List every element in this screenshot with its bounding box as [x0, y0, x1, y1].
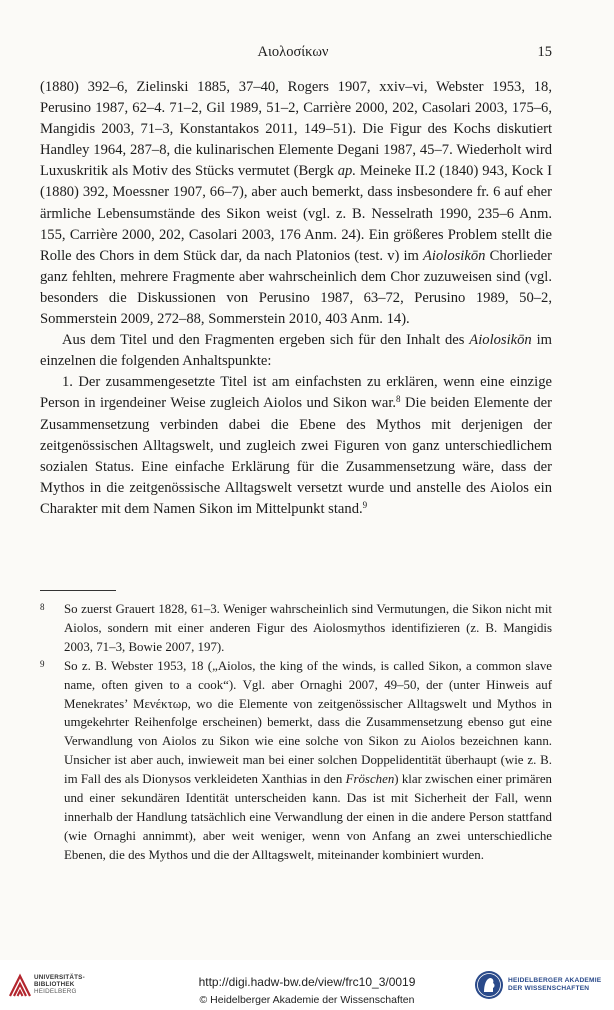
paragraph-2: Aus dem Titel und den Fragmenten ergeben sich für den Inhalt des Aiolosikōn im einzelnen die folgenden Anhaltspunkte:	[40, 332, 552, 370]
paragraph-3: 1. Der zusammengesetzte Titel ist am einfachsten zu erklären, wenn eine einzige Person in irgendeiner Weise zugleich Aiolos und Sikon war.$^8$ Die beiden Elemente der Zusammensetzung verbinden dabei die Ebene des Mythos mit derjenigen der zeitgenössischen Alltagswelt, und zugleich zwei Figuren von ganz unterschiedlichem sozialen Status. Eine einfache Erklärung für die Zusammensetzung wäre, dass der Mythos in die zeitgenössische Alltagswelt versetzt wurde und anstelle des Aiolos ein Charakter mit dem Namen Sikon im Mittelpunkt stand.$^9$	[40, 374, 552, 517]
viewer-footer	[0, 960, 614, 1010]
footnote-ref-9[interactable]: 9	[362, 499, 368, 510]
footnote-text: So zuerst Grauert 1828, 61–3. Weniger wahrscheinlich sind Vermutungen, die Sikon nicht mit Aiolos, sondern mit einer anderen Figur des Aiolosmythos identifizieren (z. B. Mangidis 2003, 71–3, Bowie 2007, 197).	[64, 602, 552, 654]
footnote-ref-8[interactable]: 8	[396, 394, 401, 405]
running-title: Αιολοσίκων	[257, 44, 329, 60]
footnote-mark: 9	[40, 658, 45, 669]
copyright-notice: © Heidelberger Akademie der Wissenschaften	[199, 994, 415, 1006]
academy-name-line2: DER WISSENSCHAFTEN	[508, 985, 590, 993]
footnote-9	[40, 657, 552, 865]
footnote-mark: 8	[40, 602, 45, 612]
footnote-divider	[40, 590, 116, 591]
running-header	[34, 44, 552, 64]
footnote-text: So z. B. Webster 1953, 18 („Aiolos, the king of the winds, is called Sikon, a common slave name, often given to a cook“). Vgl. aber Ornaghi 2007, 49–50, der (unter Hinweis auf Menekrates’ Μενέκτωρ, wo die Elemente von zeitgenössischer Alltagswelt und Mythos in umgekehrter Reihenfolge erscheinen) bemerkt, dass die Zusammensetzung ebenso gut eine Verwandlung von Aiolos zu Sikon wie eine solche von Sikon zu Aiolos bezeichnen kann. Unsicher ist aber auch, inwieweit man bei einer solchen Doppelidentität überhaupt (wie z. B. im Fall des als Dionysos verkleideten Xanthias in den Fröschen) klar zwischen einer primären und einer sekundären Identität unterscheiden kann. Das ist mit Sicherheit der Fall, wenn innerhalb der Handlung tatsächlich eine Verwandlung der einen in die andere Person stattfand (wie Ornaghi annimmt), aber weit weniger, wenn von Anfang an zwei unterschiedliche Ebenen, die des Mythos und die der Alltagswelt, miteinander kombiniert wurden.	[64, 658, 552, 862]
main-text	[40, 77, 552, 520]
academy-logo[interactable]	[474, 970, 608, 1000]
footnote-8	[40, 600, 552, 657]
permalink[interactable]: http://digi.hadw-bw.de/view/frc10_3/0019	[198, 975, 416, 989]
library-name-line1: UNIVERSITÄTS-	[34, 974, 85, 981]
library-name-line3: HEIDELBERG	[34, 988, 77, 996]
page-number: 15	[537, 44, 552, 60]
footnotes	[40, 600, 552, 865]
paragraph-1: (1880) 392–6, Zielinski 1885, 37–40, Rogers 1907, xxiv–vi, Webster 1953, 18, Perusino 1987, 62–4. 71–2, Gil 1989, 51–2, Carrière 2000, 202, Casolari 2003, 175–6, Mangidis 2003, 71–3, Konstantakos 2011, 149–51). Die Figur des Kochs diskutiert Handley 1964, 287–8, die kulinarischen Elemente Degani 1987, 45–7. Wiederholt wird Luxuskritik als Motiv des Stücks vermutet (Bergk ap. Meineke II.2 (1840) 943, Kock I (1880) 392, Moessner 1907, 66–7), aber auch bemerkt, dass insbesondere fr. 6 auf eher ärmliche Lebensumstände des Sikon weist (vgl. z. B. Nesselrath 1990, 235–6 Anm. 155, Carrière 2000, 202, Casolari 2003, 176 Anm. 24). Ein größeres Problem stellt die Rolle des Chors in dem Stück dar, da nach Platonios (test. v) im Aiolosikōn Chorlieder ganz fehlten, mehrere Fragmente aber wahrscheinlich dem Chor zuzuweisen sind (vgl. besonders die Diskussionen von Perusino 1987, 63–72, Perusino 1989, 50–2, Sommerstein 2009, 272–88, Sommerstein 2010, 403 Anm. 14).	[40, 79, 552, 328]
library-name-line2: BIBLIOTHEK	[34, 981, 75, 989]
academy-name-line1: HEIDELBERGER AKADEMIE	[508, 977, 602, 984]
academy-seal-icon	[474, 970, 504, 1000]
